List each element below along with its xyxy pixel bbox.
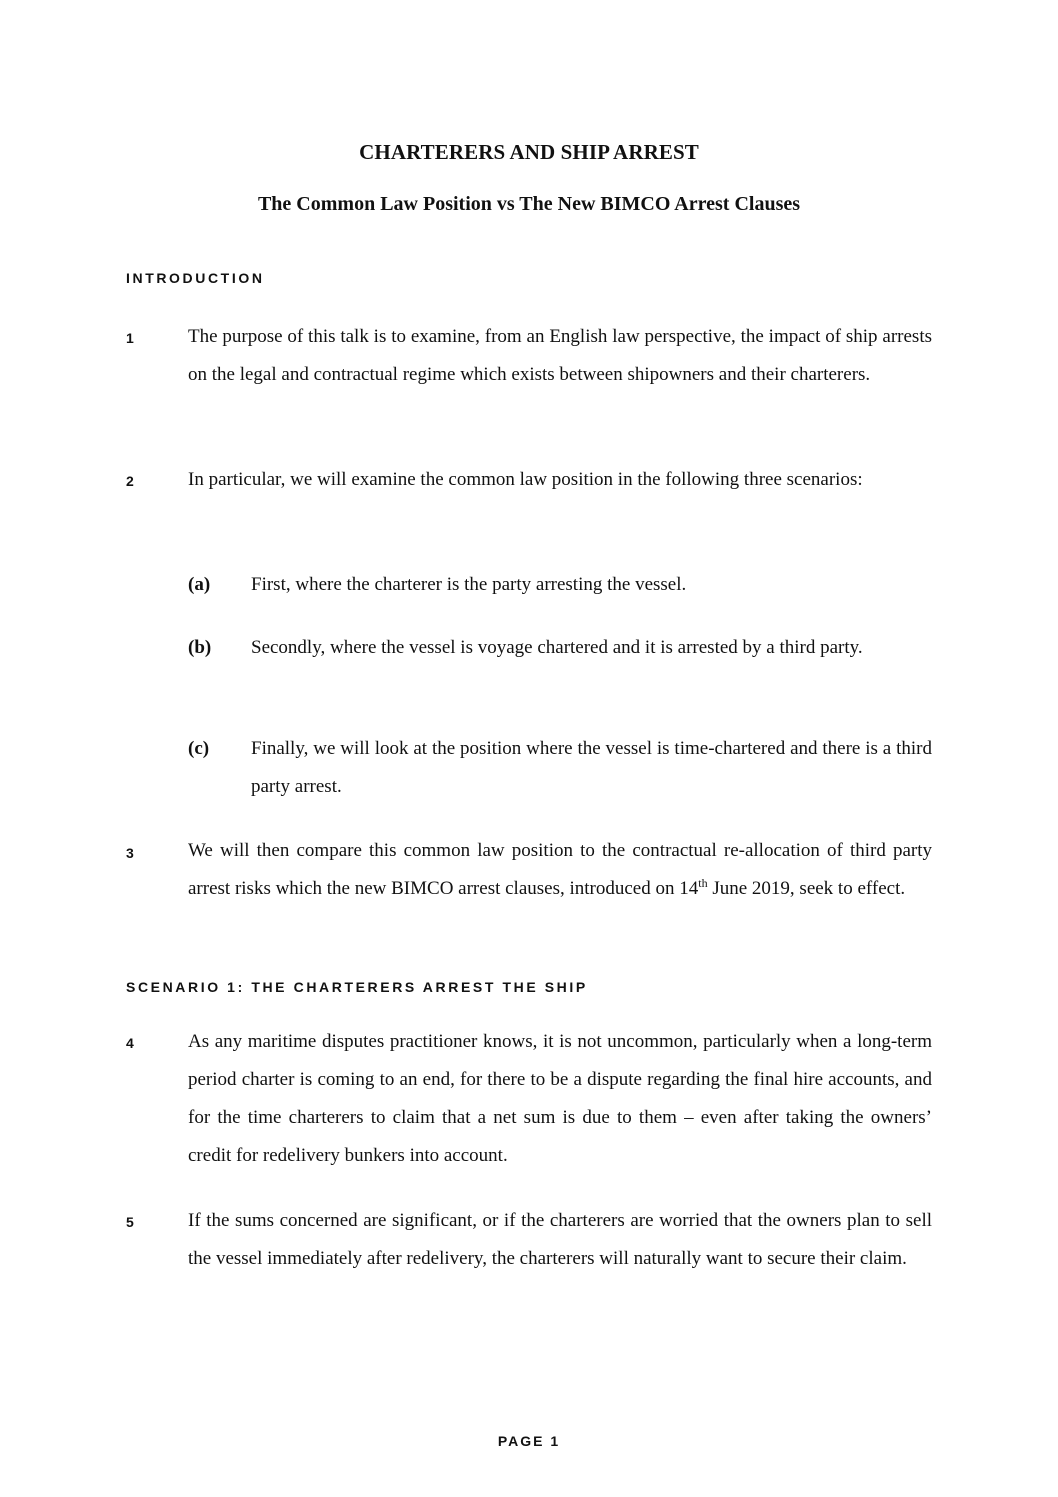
- subitem-text: First, where the charterer is the party arresting the vessel.: [251, 574, 687, 595]
- paragraph-text: The purpose of this talk is to examine, from an English law perspective, the impact of ship arrests on the legal and contractual regime which exists between shipowners and their charterers.: [188, 326, 932, 385]
- paragraph-number: 2: [126, 473, 134, 489]
- subitem-text: Secondly, where the vessel is voyage chartered and it is arrested by a third party.: [251, 637, 863, 658]
- page-number-footer: PAGE 1: [497, 1433, 561, 1449]
- paragraph-number: 5: [126, 1214, 134, 1230]
- paragraph-text: If the sums concerned are significant, or if the charterers are worried that the owners plan to sell the vessel immediately after redelivery, the charterers will naturally want to secure their claim.: [188, 1210, 932, 1269]
- paragraph-text: [188, 832, 932, 908]
- paragraph-text-part: June 2019, seek to effect.: [707, 878, 906, 899]
- subitem-text: Finally, we will look at the position where the vessel is time-chartered and there is a third party arrest.: [251, 738, 932, 797]
- subitem-label: (a): [188, 574, 211, 595]
- paragraph-number: 1: [126, 330, 134, 346]
- section-heading-introduction: INTRODUCTION: [126, 270, 265, 286]
- paragraph-text: In particular, we will examine the common law position in the following three scenarios:: [188, 469, 863, 490]
- paragraph-number: 4: [126, 1035, 134, 1051]
- subitem-label: (c): [188, 738, 210, 759]
- document-title: CHARTERERS AND SHIP ARREST: [359, 140, 699, 164]
- section-heading-scenario-1: SCENARIO 1: THE CHARTERERS ARREST THE SHIP: [126, 979, 588, 995]
- subitem-label: (b): [188, 637, 212, 658]
- paragraph-text-part: We will then compare this common law position to the contractual re-allocation of third party arrest risks which the new BIMCO arrest clauses, introduced on 14: [188, 840, 932, 899]
- document-subtitle: The Common Law Position vs The New BIMCO Arrest Clauses: [257, 193, 801, 215]
- paragraph-text: As any maritime disputes practitioner knows, it is not uncommon, particularly when a long-term period charter is coming to an end, for there to be a dispute regarding the final hire accounts, and for the time charterers to claim that a net sum is due to them – even after taking the owners’ credit for redelivery bunkers into account.: [188, 1031, 932, 1166]
- date-ordinal-superscript: th: [698, 876, 708, 890]
- paragraph-number: 3: [126, 845, 134, 861]
